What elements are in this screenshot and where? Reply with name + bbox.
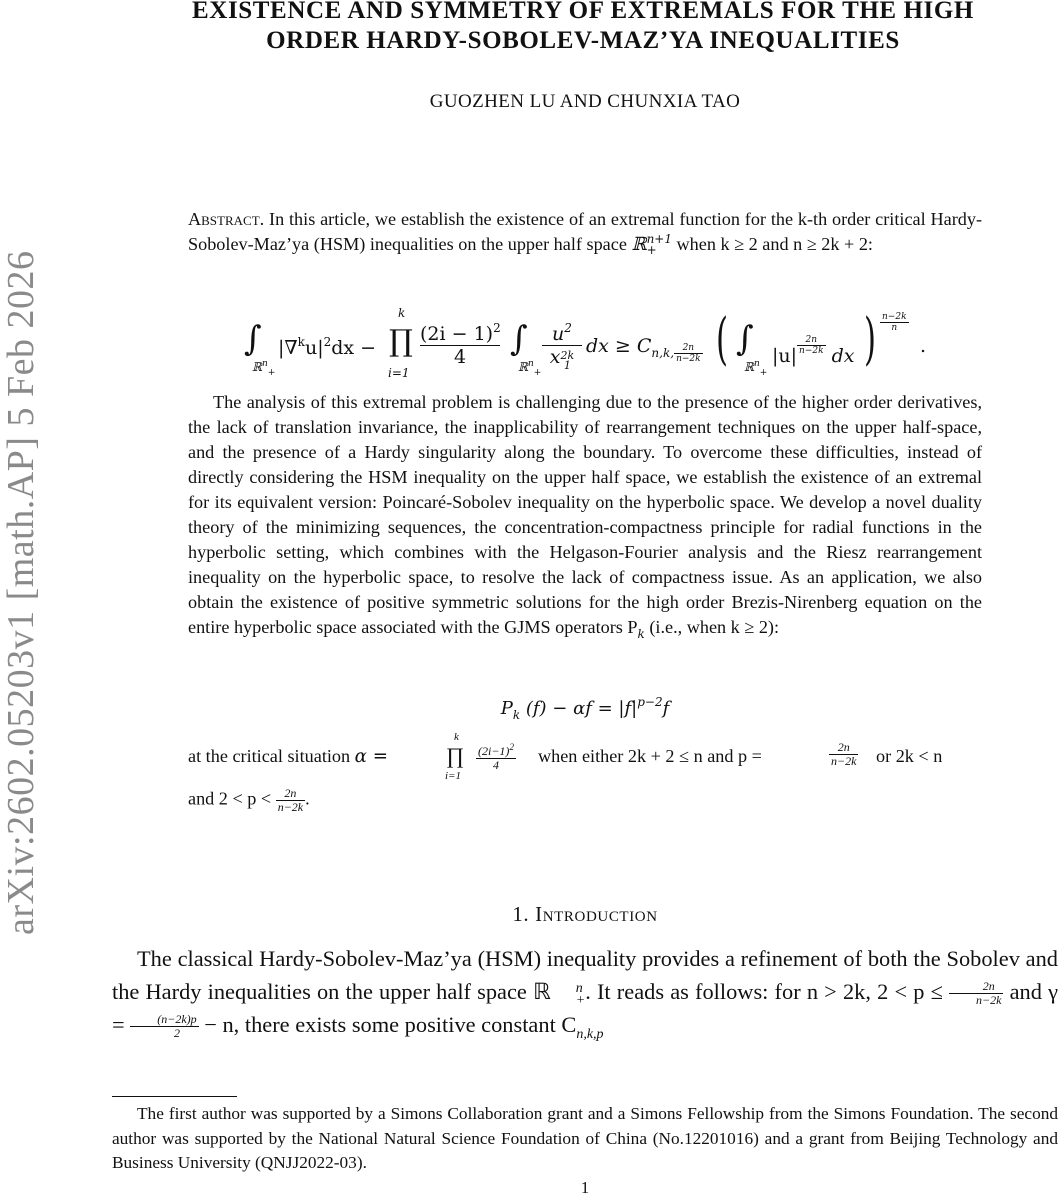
integral-sign-3: ∫ [736, 319, 754, 359]
arxiv-identifier-stamp[interactable]: arXiv:2602.05203v1 [math.AP] 5 Feb 2026 [0, 250, 42, 935]
half-space-symbol: ℝ n+1 + [631, 232, 672, 257]
integral-sign: ∫ [244, 319, 262, 359]
section-heading-introduction: 1. Introduction [512, 902, 658, 926]
abstract [188, 207, 982, 257]
critical-alpha-fraction: $\frac{(2i-1)^2}{4}$ [478, 742, 514, 772]
abstract-body [188, 390, 982, 647]
gradient-term: $|\nabla^ku|^2dx$ − [278, 335, 377, 359]
right-paren: ) [864, 307, 877, 372]
integral-domain-3: ℝ$^n_+$ [744, 359, 768, 378]
critical-product-sign: ∏ [446, 743, 465, 768]
left-paren: ( [716, 307, 729, 372]
critical-product-upper: k [454, 731, 459, 743]
abstract-intro-text: In this article, we establish the existence of an extremal function for the k-th order critical Hardy-Sobolev-Maz’ya (HSM) inequalities on the upper half space [188, 209, 982, 254]
critical-line-2: and 2 < p < $\frac{2n}{n-2k}$ . [188, 786, 310, 814]
abstract-body-text: The analysis of this extremal problem is challenging due to the presence of the higher order derivatives, the lack of translation invariance, the inapplicability of rearrangement techniques on the upper half-space, and the presence of a Hardy singularity along the boundary. To overcome these difficulties, instead of directly considering the HSM inequality on the upper half space, we establish the existence of an extremal for its equivalent version: Poincaré-Sobolev inequality on the hyperbolic space. We develop a novel duality theory of the minimizing sequences, the concentration-compactness principle for radial functions in the hyperbolic setting, which combines with the Helgason-Fourier analysis and the Riesz rearrangement inequality on the hyperbolic space, to resolve the lack of compactness issue. As an application, we also obtain the existence of positive symmetric solutions for the high order Brezis-Nirenberg equation on the entire hyperbolic space associated with the GJMS operators $P_k$ (i.e., when k ≥ 2): [188, 392, 982, 641]
footnote [112, 1102, 1058, 1176]
integral-domain-2: ℝ$^n_+$ [518, 359, 542, 378]
rhs-constant: dx ≥ $C_{n,k,}$ $\frac{2n}{n-2k}$ [586, 335, 701, 364]
integral-sign-2: ∫ [510, 319, 528, 359]
integral-domain: ℝ$^n_+$ [252, 359, 276, 378]
product-lower: i=1 [388, 366, 410, 380]
critical-prefix: at the critical situation α = [188, 746, 388, 767]
fraction-2i-minus-1: $(2i - 1)^2$ 4 [420, 321, 501, 368]
display-equation-hsm [244, 306, 954, 389]
footnote-rule [112, 1096, 237, 1097]
product-sign: ∏ [389, 324, 413, 359]
brezis-nirenberg-equation: $P_k$ $(f) - \alpha f = |f|^{p-2}f$ [500, 695, 670, 722]
page-number: 1 [580, 1178, 590, 1197]
introduction-paragraph [112, 942, 1058, 1051]
fraction-u-squared-over-x: $u^2$ x 2k 1 [542, 321, 582, 371]
abstract-condition: when k ≥ 2 and n ≥ 2k + 2: [672, 234, 873, 254]
critical-p-fraction: $\frac{2n}{n-2k}$ [831, 740, 857, 768]
critical-product-lower: i=1 [445, 770, 461, 782]
equation-period: . [920, 335, 927, 357]
footnote-text: The first author was supported by a Simons Collaboration grant and a Simons Fellowship from the Simons Foundation. The second author was supported by the National Natural Science Foundation of China (No.12201016) and a grant from Beijing Technology and Business University (QNJJ2022-03). [112, 1104, 1058, 1172]
critical-mid-text: when either 2k + 2 ≤ n and p = [538, 746, 762, 766]
critical-or-text: or 2k < n [876, 746, 943, 766]
authors: GUOZHEN LU AND CHUNXIA TAO [429, 91, 741, 112]
title-line-2: ORDER HARDY-SOBOLEV-MAZ’YA INEQUALITIES [266, 27, 900, 54]
critical-situation [188, 733, 982, 823]
abstract-intro [188, 207, 982, 257]
lp-norm-term: |u| $\frac{2n}{n-2k}$ dx [772, 335, 855, 367]
product-upper: k [398, 306, 406, 320]
title-line-1: EXISTENCE AND SYMMETRY OF EXTREMALS FOR THE HIGH [192, 0, 974, 24]
introduction-text: The classical Hardy-Sobolev-Maz’ya (HSM) inequality provides a refinement of both the Sobolev and the Hardy inequalities on the upper half space ℝ n + . It reads as follows: for n > 2k, 2 < p ≤ $\frac{2n}{n-2k}$ and γ = $\frac{(n-2k)p}{2}$ − n, there exists some positive constant $C_{n,k,p}$ [112, 946, 1058, 1042]
outer-exponent: $\frac{n-2k}{n}$ [882, 311, 907, 333]
paper-title [0, 0, 1058, 56]
abstract-label: Abstract. [188, 209, 265, 229]
